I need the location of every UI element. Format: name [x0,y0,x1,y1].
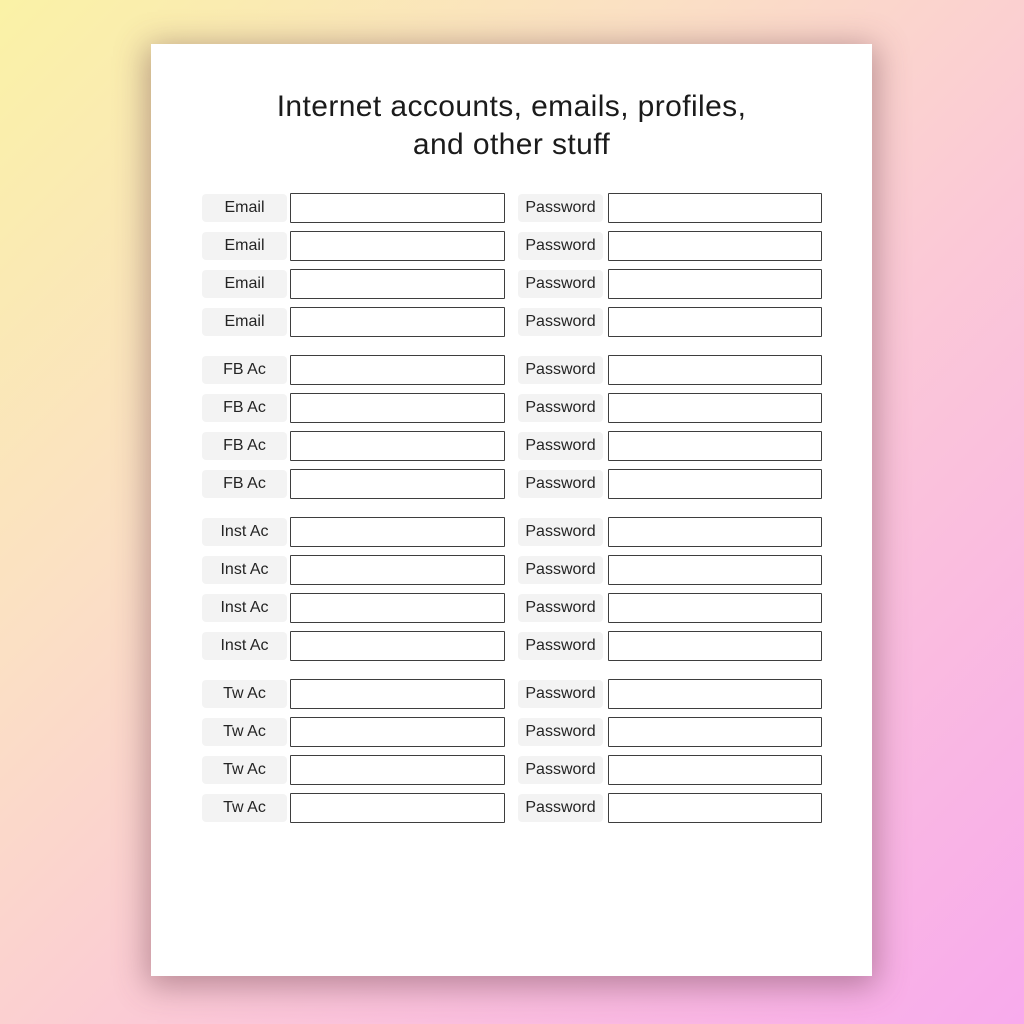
account-label: Tw Ac [202,756,287,784]
password-label: Password [518,594,603,622]
password-input[interactable] [608,431,822,461]
form-row [202,469,872,499]
password-input[interactable] [608,717,822,747]
account-input[interactable] [290,393,505,423]
password-label: Password [518,470,603,498]
password-label: Password [518,556,603,584]
password-label: Password [518,308,603,336]
password-label: Password [518,756,603,784]
account-group-email [202,193,872,337]
account-group-fb-ac [202,355,872,499]
account-input[interactable] [290,717,505,747]
account-input[interactable] [290,555,505,585]
password-input[interactable] [608,355,822,385]
account-label: Email [202,194,287,222]
password-input[interactable] [608,755,822,785]
password-label: Password [518,680,603,708]
account-label: Inst Ac [202,594,287,622]
account-input[interactable] [290,193,505,223]
account-input[interactable] [290,269,505,299]
account-input[interactable] [290,793,505,823]
account-label: Email [202,232,287,260]
password-input[interactable] [608,469,822,499]
password-label: Password [518,632,603,660]
account-label: Email [202,308,287,336]
account-label: Inst Ac [202,518,287,546]
document-page [151,44,872,976]
account-input[interactable] [290,231,505,261]
account-input[interactable] [290,431,505,461]
account-label: FB Ac [202,432,287,460]
account-input[interactable] [290,631,505,661]
account-label: Inst Ac [202,632,287,660]
account-label: FB Ac [202,394,287,422]
account-input[interactable] [290,517,505,547]
password-input[interactable] [608,517,822,547]
form-row [202,307,872,337]
account-input[interactable] [290,593,505,623]
form-row [202,193,872,223]
form-row [202,517,872,547]
password-input[interactable] [608,555,822,585]
form-row [202,793,872,823]
account-input[interactable] [290,679,505,709]
form-row [202,555,872,585]
form-row [202,717,872,747]
password-input[interactable] [608,679,822,709]
account-input[interactable] [290,469,505,499]
account-label: Email [202,270,287,298]
password-label: Password [518,718,603,746]
password-input[interactable] [608,631,822,661]
form-row [202,679,872,709]
account-label: Tw Ac [202,718,287,746]
page-title-line-2: and other stuff [412,128,611,161]
password-label: Password [518,432,603,460]
account-label: Tw Ac [202,680,287,708]
account-group-inst-ac [202,517,872,661]
password-label: Password [518,394,603,422]
password-label: Password [518,518,603,546]
account-input[interactable] [290,755,505,785]
password-input[interactable] [608,593,822,623]
form-row [202,393,872,423]
password-label: Password [518,194,603,222]
account-input[interactable] [290,355,505,385]
password-label: Password [518,270,603,298]
form-row [202,231,872,261]
password-input[interactable] [608,393,822,423]
form-row [202,431,872,461]
form-row [202,593,872,623]
password-input[interactable] [608,793,822,823]
page-title [151,44,872,164]
password-label: Password [518,794,603,822]
password-input[interactable] [608,193,822,223]
account-label: Inst Ac [202,556,287,584]
password-input[interactable] [608,231,822,261]
password-input[interactable] [608,307,822,337]
form-row [202,755,872,785]
account-label: FB Ac [202,356,287,384]
password-label: Password [518,232,603,260]
password-label: Password [518,356,603,384]
form-rows [202,193,872,823]
account-input[interactable] [290,307,505,337]
page-title-line-1: Internet accounts, emails, profiles, [276,90,747,123]
form-row [202,269,872,299]
account-group-tw-ac [202,679,872,823]
form-row [202,355,872,385]
form-row [202,631,872,661]
password-input[interactable] [608,269,822,299]
account-label: Tw Ac [202,794,287,822]
account-label: FB Ac [202,470,287,498]
